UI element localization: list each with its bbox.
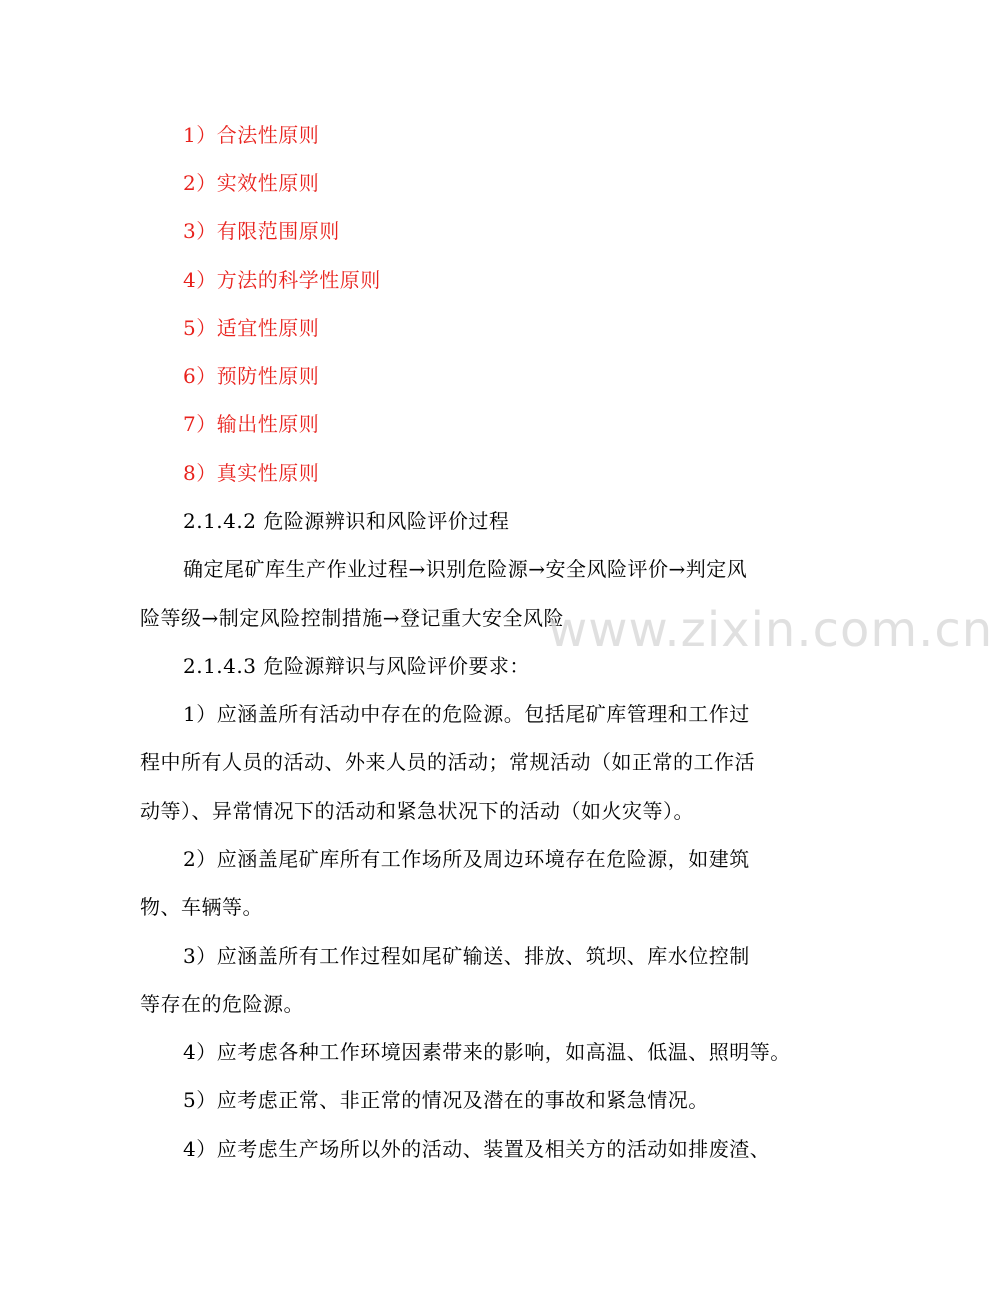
principle-5: 5）适宜性原则 (183, 316, 320, 340)
requirement-5: 5）应考虑正常、非正常的情况及潜在的事故和紧急情况。 (183, 1088, 709, 1112)
requirement-6-line-1: 4）应考虑生产场所以外的活动、装置及相关方的活动如排废渣、 (183, 1137, 771, 1161)
requirement-3-line-2: 等存在的危险源。 (140, 992, 304, 1016)
principle-4: 4）方法的科学性原则 (183, 268, 381, 292)
process-line-2: 险等级→制定风险控制措施→登记重大安全风险 (140, 606, 565, 630)
requirement-2-line-2: 物、车辆等。 (140, 895, 263, 919)
requirement-1-line-1: 1）应涵盖所有活动中存在的危险源。包括尾矿库管理和工作过 (183, 702, 750, 726)
principle-8: 8）真实性原则 (183, 461, 320, 485)
requirement-4: 4）应考虑各种工作环境因素带来的影响，如高温、低温、照明等。 (183, 1040, 791, 1064)
principle-6: 6）预防性原则 (183, 364, 320, 388)
process-line-1: 确定尾矿库生产作业过程→识别危险源→安全风险评价→判定风 (183, 557, 748, 581)
principle-1: 1）合法性原则 (183, 123, 320, 147)
principle-2: 2）实效性原则 (183, 171, 320, 195)
principle-7: 7）输出性原则 (183, 412, 320, 436)
section-heading-2142: 2.1.4.2 危险源辨识和风险评价过程 (183, 509, 510, 533)
requirement-3-line-1: 3）应涵盖所有工作过程如尾矿输送、排放、筑坝、库水位控制 (183, 944, 750, 968)
requirement-1-line-2: 程中所有人员的活动、外来人员的活动；常规活动（如正常的工作活 (140, 750, 755, 774)
requirement-1-line-3: 动等）、异常情况下的活动和紧急状况下的活动（如火灾等）。 (140, 799, 694, 823)
watermark: www.zixin.com.cn (548, 602, 993, 658)
section-heading-2143: 2.1.4.3 危险源辩识与风险评价要求： (183, 654, 530, 678)
principle-3: 3）有限范围原则 (183, 219, 340, 243)
requirement-2-line-1: 2）应涵盖尾矿库所有工作场所及周边环境存在危险源，如建筑 (183, 847, 750, 871)
